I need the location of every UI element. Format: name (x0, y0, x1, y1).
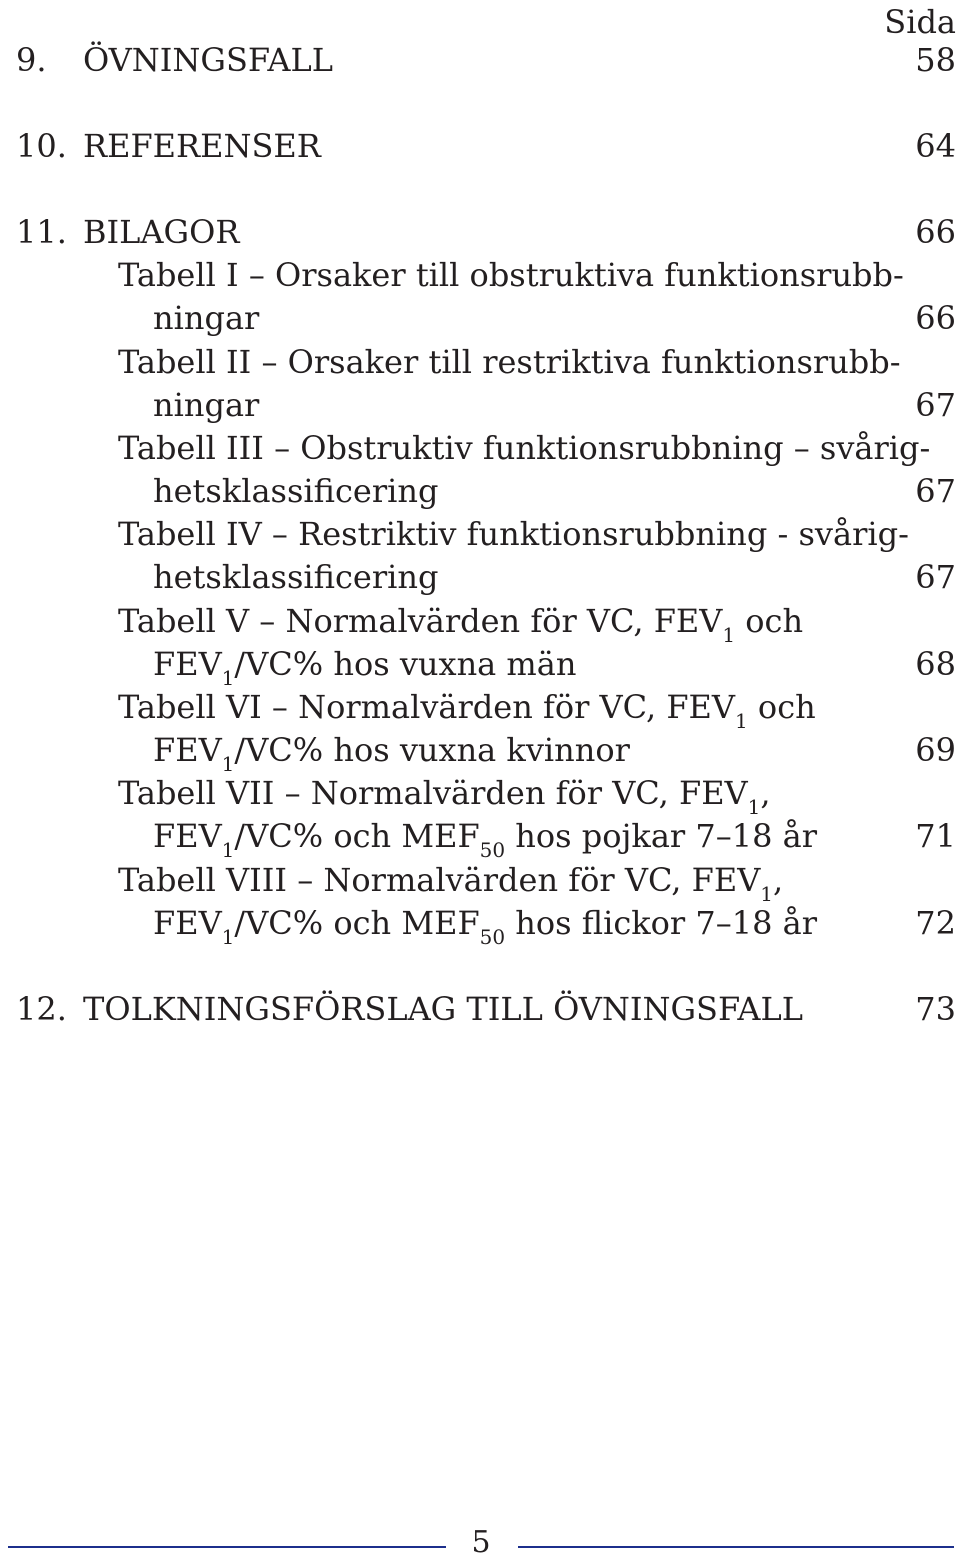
subscript: 1 (221, 925, 235, 949)
entry-page: 67 (915, 558, 956, 596)
entry-line-1: Tabell VIII – Normalvärden för VC, $FEV_1$, (118, 861, 784, 906)
entry-line-1: Tabell III – Obstruktiv funktionsrubbning – svårig- (118, 429, 931, 467)
entry-page: 68 (915, 645, 956, 683)
entry-line-2: $FEV_1/VC\%$ och $MEF_{50}$ hos flickor 7–18 år (153, 904, 817, 949)
entry-line-1: Tabell I – Orsaker till obstruktiva funktionsrubb- (118, 256, 904, 294)
subscript: 50 (479, 838, 506, 862)
entry-page: 66 (915, 299, 956, 337)
subscript: 1 (760, 882, 774, 906)
entry-line-1: Tabell VII – Normalvärden för VC, $FEV_1$, (118, 774, 771, 819)
entry-line-1: Tabell IV – Restriktiv funktionsrubbning - svårig- (118, 515, 909, 553)
entry-page: 67 (915, 386, 956, 424)
entry-page: 69 (915, 731, 956, 769)
section-number: 11. (16, 213, 67, 251)
section-number: 9. (16, 41, 47, 79)
subscript: 50 (479, 925, 506, 949)
entry-line-1: Tabell II – Orsaker till restriktiva funktionsrubb- (118, 343, 901, 381)
entry-page: 72 (915, 904, 956, 942)
section-page: 73 (915, 990, 956, 1028)
subscript: 1 (747, 795, 761, 819)
entry-line-2: ningar (153, 386, 260, 424)
subscript: 1 (221, 838, 235, 862)
section-title: ÖVNINGSFALL (83, 41, 333, 79)
section-number: 10. (16, 127, 67, 165)
section-title: REFERENSER (83, 127, 321, 165)
section-title: TOLKNINGSFÖRSLAG TILL ÖVNINGSFALL (83, 990, 803, 1028)
entry-line-2: ningar (153, 299, 260, 337)
entry-line-2: hetsklassificering (153, 472, 439, 510)
entry-line-2: $FEV_1/VC\%$ och $MEF_{50}$ hos pojkar 7–18 år (153, 817, 817, 862)
entry-line-1: Tabell VI – Normalvärden för VC, $FEV_1$ och (118, 688, 816, 733)
subscript: 1 (221, 666, 235, 690)
page-column-label: Sida (884, 3, 956, 41)
entry-page: 67 (915, 472, 956, 510)
footer-rule-right (518, 1546, 954, 1548)
footer-page-number: 5 (471, 1525, 491, 1560)
entry-line-1: Tabell V – Normalvärden för VC, $FEV_1$ och (118, 602, 804, 647)
section-page: 66 (915, 213, 956, 251)
section-title: BILAGOR (83, 213, 240, 251)
section-page: 58 (915, 41, 956, 79)
entry-page: 71 (915, 817, 956, 855)
subscript: 1 (735, 709, 748, 733)
footer-rule-left (8, 1546, 446, 1548)
entry-line-2: hetsklassificering (153, 558, 439, 596)
subscript: 1 (221, 752, 235, 776)
section-number: 12. (16, 990, 67, 1028)
subscript: 1 (722, 623, 736, 647)
entry-line-2: $FEV_1/VC\%$ hos vuxna män (153, 645, 577, 690)
section-page: 64 (915, 127, 956, 165)
entry-line-2: $FEV_1/VC\%$ hos vuxna kvinnor (153, 731, 630, 776)
